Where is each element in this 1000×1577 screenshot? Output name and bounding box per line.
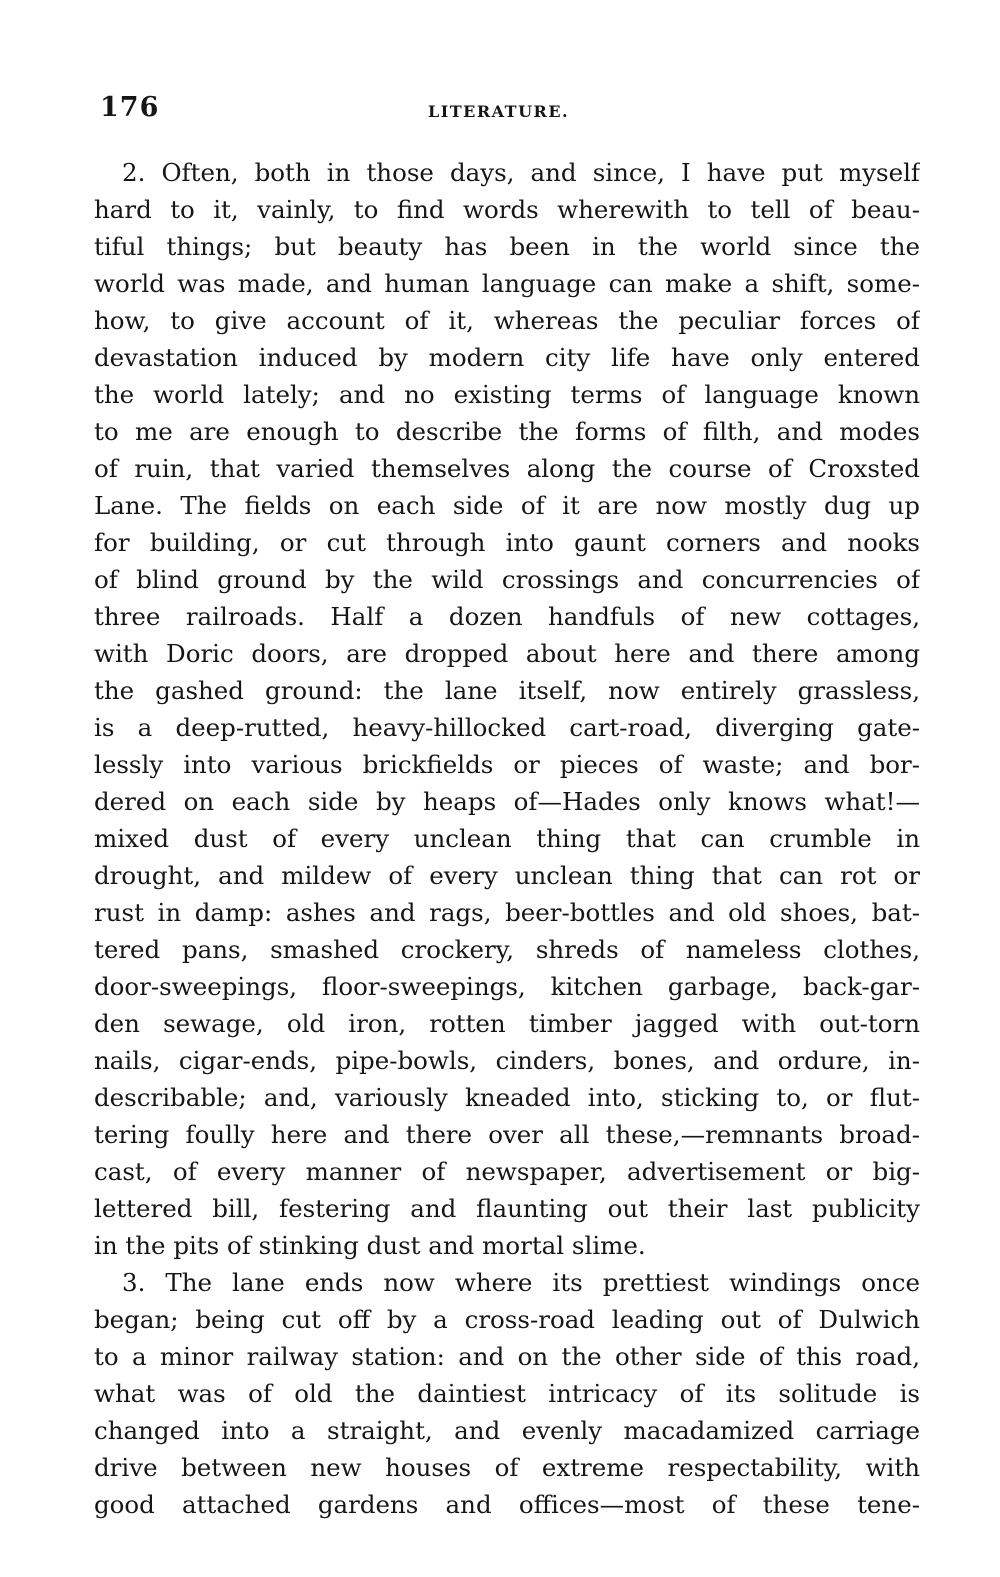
text-line: for building, or cut through into gaunt corners and nooks xyxy=(94,528,920,557)
text-line: good attached gardens and offices—most of these tene- xyxy=(94,1490,920,1519)
body-text xyxy=(94,154,920,1523)
text-line: door-sweepings, floor-sweepings, kitchen garbage, back-gar- xyxy=(94,972,920,1001)
text-line: world was made, and human language can make a shift, some- xyxy=(94,269,920,298)
running-head: LITERATURE. xyxy=(428,102,570,121)
text-line: mixed dust of every unclean thing that can crumble in xyxy=(94,824,920,853)
text-line: to me are enough to describe the forms of filth, and modes xyxy=(94,417,920,446)
text-line: tered pans, smashed crockery, shreds of nameless clothes, xyxy=(94,935,920,964)
text-line: tiful things; but beauty has been in the world since the xyxy=(94,232,920,261)
text-line: lessly into various brickfields or pieces of waste; and bor- xyxy=(94,750,920,779)
text-line: with Doric doors, are dropped about here and there among xyxy=(94,639,920,668)
text-line: 2. Often, both in those days, and since, I have put myself xyxy=(122,158,920,187)
text-line: the gashed ground: the lane itself, now entirely grassless, xyxy=(94,676,920,705)
text-line: of ruin, that varied themselves along the course of Croxsted xyxy=(94,454,920,483)
text-line: cast, of every manner of newspaper, advertisement or big- xyxy=(94,1157,920,1186)
text-line: drought, and mildew of every unclean thing that can rot or xyxy=(94,861,920,890)
text-line: devastation induced by modern city life have only entered xyxy=(94,343,920,372)
text-line: to a minor railway station: and on the other side of this road, xyxy=(94,1342,920,1371)
text-line: rust in damp: ashes and rags, beer-bottles and old shoes, bat- xyxy=(94,898,920,927)
text-line: describable; and, variously kneaded into, sticking to, or flut- xyxy=(94,1083,920,1112)
text-line: hard to it, vainly, to find words wherewith to tell of beau- xyxy=(94,195,920,224)
text-line: the world lately; and no existing terms of language known xyxy=(94,380,920,409)
text-line: lettered bill, festering and flaunting out their last publicity xyxy=(94,1194,920,1223)
text-line: began; being cut off by a cross-road leading out of Dulwich xyxy=(94,1305,920,1334)
text-line: den sewage, old iron, rotten timber jagged with out-torn xyxy=(94,1009,920,1038)
text-line: changed into a straight, and evenly macadamized carriage xyxy=(94,1416,920,1445)
text-line: dered on each side by heaps of—Hades only knows what!— xyxy=(94,787,920,816)
text-line: in the pits of stinking dust and mortal slime. xyxy=(94,1231,646,1260)
text-line: of blind ground by the wild crossings and concurrencies of xyxy=(94,565,920,594)
text-line: what was of old the daintiest intricacy of its solitude is xyxy=(94,1379,920,1408)
text-line: how, to give account of it, whereas the peculiar forces of xyxy=(94,306,920,335)
text-line: tering foully here and there over all these,—remnants broad- xyxy=(94,1120,920,1149)
page-header xyxy=(100,92,920,132)
text-line: nails, cigar-ends, pipe-bowls, cinders, bones, and ordure, in- xyxy=(94,1046,920,1075)
text-line: Lane. The fields on each side of it are now mostly dug up xyxy=(94,491,920,520)
text-line: 3. The lane ends now where its prettiest windings once xyxy=(122,1268,920,1297)
page-number: 176 xyxy=(100,92,160,123)
text-line: three railroads. Half a dozen handfuls of new cottages, xyxy=(94,602,920,631)
text-line: drive between new houses of extreme respectability, with xyxy=(94,1453,920,1482)
text-line: is a deep-rutted, heavy-hillocked cart-road, diverging gate- xyxy=(94,713,920,742)
